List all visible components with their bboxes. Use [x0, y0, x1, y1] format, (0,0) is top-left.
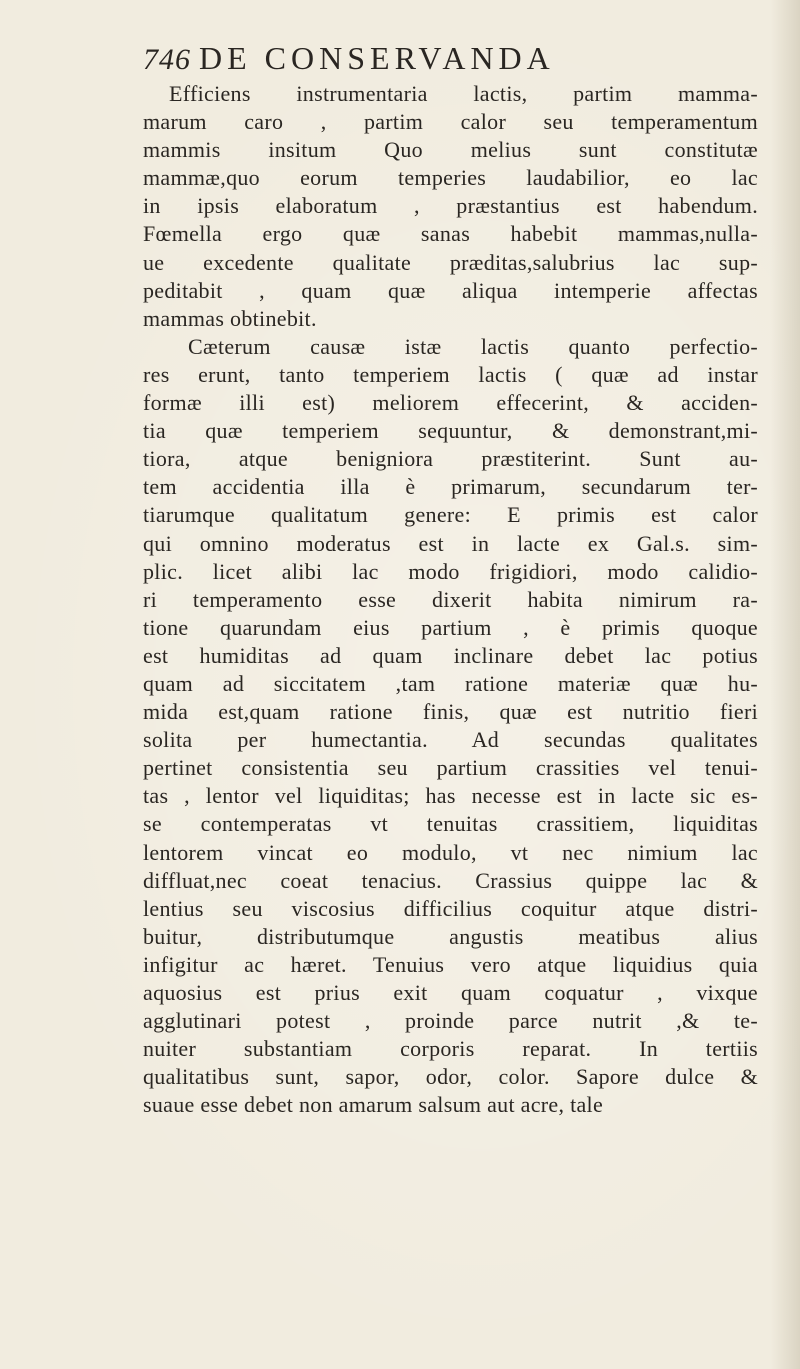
text-line: formæ illi est) meliorem effecerint, & acciden- — [143, 390, 758, 416]
text-line: tiora, atque benigniora præstiterint. Sunt au- — [143, 446, 758, 472]
text-line: Cæterum causæ istæ lactis quanto perfectio- — [188, 333, 758, 359]
page-number: 746 — [143, 43, 191, 76]
running-head: DE CONSERVANDA — [199, 40, 555, 76]
text-line: quam ad siccitatem ,tam ratione materiæ quæ hu- — [143, 670, 758, 696]
text-line: aquosius est prius exit quam coquatur , vixque — [143, 980, 758, 1005]
body-text — [143, 80, 758, 1119]
text-line: plic. licet alibi lac modo frigidiori, modo calidio- — [143, 558, 758, 584]
text-line: mammæ,quo eorum temperies laudabilior, eo lac — [143, 165, 758, 191]
text-line: tas , lentor vel liquiditas; has necesse est in lacte sic es- — [143, 783, 758, 809]
text-line: diffluat,nec coeat tenacius. Crassius quippe lac & — [143, 867, 758, 893]
text-line: tia quæ temperiem sequuntur, & demonstrant,mi- — [143, 418, 758, 444]
text-line: qui omnino moderatus est in lacte ex Gal.s. sim- — [143, 530, 758, 556]
page-edge-shadow — [770, 0, 800, 1369]
text-line: pertinet consistentia seu partium crassities vel tenui- — [143, 755, 758, 781]
text-line: tem accidentia illa è primarum, secundarum ter- — [143, 474, 758, 500]
text-line: res erunt, tanto temperiem lactis ( quæ ad instar — [143, 361, 758, 387]
text-line: se contemperatas vt tenuitas crassitiem, liquiditas — [143, 811, 758, 837]
page-header — [143, 40, 703, 77]
text-line: ri temperamento esse dixerit habita nimirum ra- — [143, 586, 758, 612]
text-line: mammis insitum Quo melius sunt constitutæ — [143, 137, 758, 163]
text-line: Efficiens instrumentaria lactis, partim mamma- — [169, 81, 758, 106]
text-line: lentorem vincat eo modulo, vt nec nimium lac — [143, 839, 758, 865]
text-line: lentius seu viscosius difficilius coquitur atque distri- — [143, 895, 758, 921]
text-line: nuiter substantiam corporis reparat. In tertiis — [143, 1036, 758, 1062]
text-line: ue excedente qualitate præditas,salubrius lac sup- — [143, 249, 758, 275]
text-line: peditabit , quam quæ aliqua intemperie affectas — [143, 277, 758, 303]
text-line: buitur, distributumque angustis meatibus alius — [143, 923, 758, 949]
text-line: qualitatibus sunt, sapor, odor, color. Sapore dulce & — [143, 1064, 758, 1090]
text-line: mida est,quam ratione finis, quæ est nutritio fieri — [143, 699, 758, 725]
text-line: in ipsis elaboratum , præstantius est habendum. — [143, 193, 758, 219]
text-line: agglutinari potest , proinde parce nutrit ,& te- — [143, 1008, 758, 1034]
text-line: est humiditas ad quam inclinare debet lac potius — [143, 642, 758, 668]
text-line: Fœmella ergo quæ sanas habebit mammas,nulla- — [143, 221, 758, 247]
text-line: mammas obtinebit. — [143, 305, 317, 331]
text-line: solita per humectantia. Ad secundas qualitates — [143, 727, 758, 753]
text-line: infigitur ac hæret. Tenuius vero atque liquidius quia — [143, 951, 758, 977]
text-line: tiarumque qualitatum genere: E primis est calor — [143, 502, 758, 528]
text-line: tione quarundam eius partium , è primis quoque — [143, 614, 758, 640]
text-line: suaue esse debet non amarum salsum aut acre, tale — [143, 1092, 604, 1118]
text-line: marum caro , partim calor seu temperamentum — [143, 109, 758, 135]
